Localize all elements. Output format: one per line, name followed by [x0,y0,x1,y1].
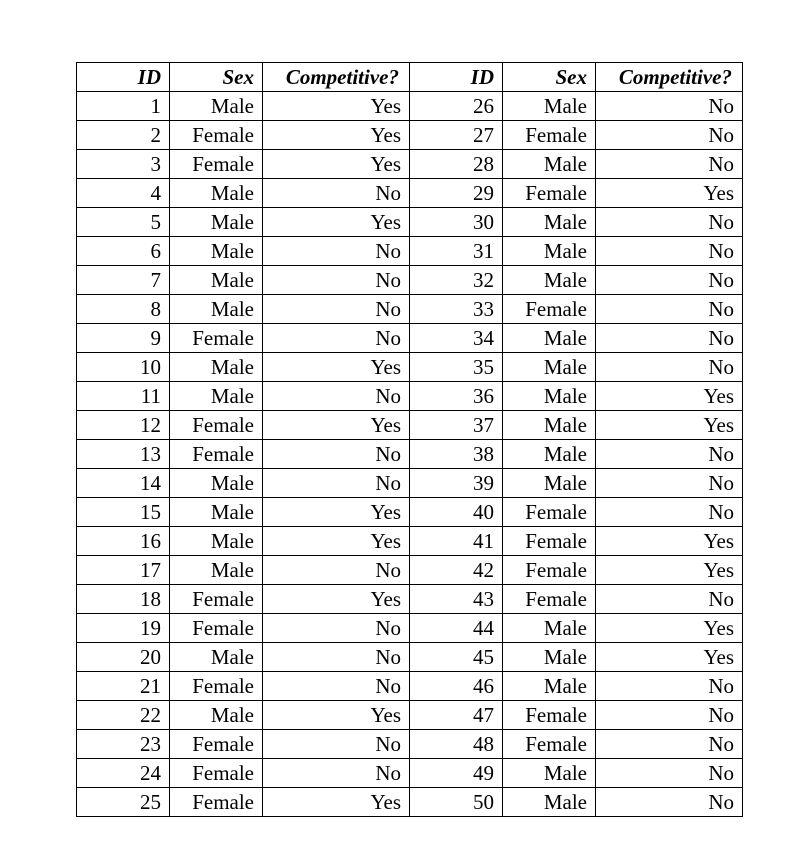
cell-id: 33 [410,295,503,324]
cell-sex: Male [503,266,596,295]
cell-competitive: No [263,730,410,759]
cell-sex: Female [170,150,263,179]
cell-competitive: Yes [596,614,743,643]
cell-id: 20 [77,643,170,672]
cell-id: 2 [77,121,170,150]
cell-competitive: No [263,643,410,672]
cell-id: 17 [77,556,170,585]
cell-id: 27 [410,121,503,150]
table-row [77,324,743,353]
cell-competitive: No [263,324,410,353]
cell-id: 38 [410,440,503,469]
table-row [77,411,743,440]
table-row [77,121,743,150]
cell-sex: Male [170,469,263,498]
cell-competitive: Yes [596,179,743,208]
cell-sex: Male [503,614,596,643]
cell-competitive: No [263,266,410,295]
cell-competitive: Yes [596,411,743,440]
cell-competitive: No [263,237,410,266]
cell-id: 14 [77,469,170,498]
cell-competitive: No [263,469,410,498]
cell-sex: Female [170,788,263,817]
table-row [77,208,743,237]
cell-sex: Male [503,353,596,382]
cell-id: 9 [77,324,170,353]
cell-id: 7 [77,266,170,295]
cell-sex: Male [170,556,263,585]
table-row [77,179,743,208]
cell-sex: Male [503,469,596,498]
cell-id: 30 [410,208,503,237]
cell-id: 1 [77,92,170,121]
cell-competitive: No [596,730,743,759]
cell-id: 32 [410,266,503,295]
cell-sex: Male [170,701,263,730]
cell-competitive: Yes [263,150,410,179]
cell-sex: Male [170,353,263,382]
cell-competitive: No [263,440,410,469]
table-row [77,382,743,411]
cell-id: 42 [410,556,503,585]
table-body [77,92,743,817]
cell-sex: Female [503,730,596,759]
table-row [77,672,743,701]
cell-competitive: No [596,440,743,469]
cell-id: 46 [410,672,503,701]
cell-sex: Male [503,759,596,788]
cell-competitive: Yes [596,643,743,672]
cell-competitive: No [596,353,743,382]
cell-id: 39 [410,469,503,498]
cell-sex: Female [503,295,596,324]
cell-sex: Female [170,585,263,614]
cell-id: 18 [77,585,170,614]
cell-competitive: No [263,382,410,411]
cell-sex: Female [170,730,263,759]
cell-id: 36 [410,382,503,411]
cell-id: 29 [410,179,503,208]
cell-id: 19 [77,614,170,643]
cell-competitive: Yes [263,585,410,614]
table-row [77,585,743,614]
cell-id: 5 [77,208,170,237]
cell-sex: Female [170,324,263,353]
cell-competitive: Yes [263,121,410,150]
cell-competitive: Yes [263,701,410,730]
cell-id: 15 [77,498,170,527]
cell-competitive: No [596,121,743,150]
cell-competitive: No [263,672,410,701]
header-sex-left: Sex [170,63,263,92]
header-row [77,63,743,92]
cell-sex: Male [503,150,596,179]
cell-id: 34 [410,324,503,353]
cell-sex: Male [503,411,596,440]
cell-sex: Male [170,237,263,266]
cell-sex: Male [170,266,263,295]
cell-id: 3 [77,150,170,179]
table-row [77,295,743,324]
cell-id: 6 [77,237,170,266]
cell-competitive: No [596,208,743,237]
table-row [77,440,743,469]
cell-sex: Female [503,556,596,585]
cell-competitive: No [596,266,743,295]
table-row [77,92,743,121]
header-competitive-right: Competitive? [596,63,743,92]
table-row [77,759,743,788]
cell-id: 23 [77,730,170,759]
cell-id: 37 [410,411,503,440]
cell-competitive: No [596,672,743,701]
cell-competitive: No [596,92,743,121]
cell-id: 26 [410,92,503,121]
header-competitive-left: Competitive? [263,63,410,92]
table-row [77,353,743,382]
cell-competitive: No [596,150,743,179]
cell-competitive: Yes [263,92,410,121]
cell-competitive: No [596,324,743,353]
cell-sex: Male [170,179,263,208]
table-row [77,701,743,730]
table-row [77,266,743,295]
cell-competitive: Yes [263,353,410,382]
table-row [77,614,743,643]
cell-competitive: No [596,237,743,266]
cell-sex: Male [503,643,596,672]
cell-sex: Female [170,121,263,150]
cell-sex: Female [170,440,263,469]
table-row [77,556,743,585]
cell-competitive: Yes [263,788,410,817]
cell-sex: Male [170,92,263,121]
table-row [77,643,743,672]
data-table [76,62,743,817]
cell-sex: Female [170,614,263,643]
cell-id: 44 [410,614,503,643]
cell-id: 12 [77,411,170,440]
cell-id: 10 [77,353,170,382]
cell-competitive: Yes [596,382,743,411]
cell-id: 25 [77,788,170,817]
cell-competitive: No [596,469,743,498]
cell-id: 49 [410,759,503,788]
cell-id: 21 [77,672,170,701]
header-id-right: ID [410,63,503,92]
cell-id: 22 [77,701,170,730]
cell-competitive: No [263,295,410,324]
table-row [77,237,743,266]
cell-competitive: No [596,585,743,614]
cell-sex: Male [170,527,263,556]
cell-sex: Male [503,382,596,411]
header-sex-right: Sex [503,63,596,92]
cell-id: 50 [410,788,503,817]
cell-sex: Male [503,237,596,266]
cell-sex: Male [170,295,263,324]
cell-sex: Female [503,701,596,730]
cell-sex: Female [503,179,596,208]
cell-sex: Male [170,382,263,411]
cell-id: 31 [410,237,503,266]
cell-competitive: Yes [263,208,410,237]
cell-sex: Male [503,440,596,469]
cell-competitive: No [596,295,743,324]
cell-sex: Male [503,208,596,237]
cell-sex: Male [170,643,263,672]
cell-competitive: Yes [596,556,743,585]
table-row [77,498,743,527]
cell-competitive: No [263,179,410,208]
table-row [77,469,743,498]
cell-competitive: No [263,614,410,643]
cell-sex: Female [503,498,596,527]
cell-id: 8 [77,295,170,324]
cell-competitive: Yes [263,498,410,527]
cell-sex: Male [170,498,263,527]
cell-id: 43 [410,585,503,614]
cell-sex: Female [503,585,596,614]
cell-sex: Female [170,672,263,701]
cell-competitive: No [596,788,743,817]
table-row [77,788,743,817]
cell-sex: Female [503,121,596,150]
cell-id: 35 [410,353,503,382]
cell-id: 45 [410,643,503,672]
cell-sex: Male [503,92,596,121]
cell-sex: Male [503,324,596,353]
cell-id: 24 [77,759,170,788]
table-row [77,150,743,179]
cell-sex: Female [170,759,263,788]
table-row [77,527,743,556]
cell-sex: Male [170,208,263,237]
cell-sex: Female [503,527,596,556]
cell-competitive: No [263,556,410,585]
cell-sex: Male [503,672,596,701]
cell-competitive: Yes [263,411,410,440]
cell-competitive: No [596,701,743,730]
table-row [77,730,743,759]
cell-id: 48 [410,730,503,759]
cell-id: 41 [410,527,503,556]
cell-id: 16 [77,527,170,556]
cell-competitive: Yes [263,527,410,556]
cell-id: 13 [77,440,170,469]
cell-sex: Male [503,788,596,817]
cell-id: 40 [410,498,503,527]
header-id-left: ID [77,63,170,92]
cell-sex: Female [170,411,263,440]
cell-id: 28 [410,150,503,179]
cell-competitive: No [596,759,743,788]
cell-competitive: No [263,759,410,788]
cell-id: 4 [77,179,170,208]
cell-competitive: Yes [596,527,743,556]
cell-id: 11 [77,382,170,411]
cell-id: 47 [410,701,503,730]
cell-competitive: No [596,498,743,527]
